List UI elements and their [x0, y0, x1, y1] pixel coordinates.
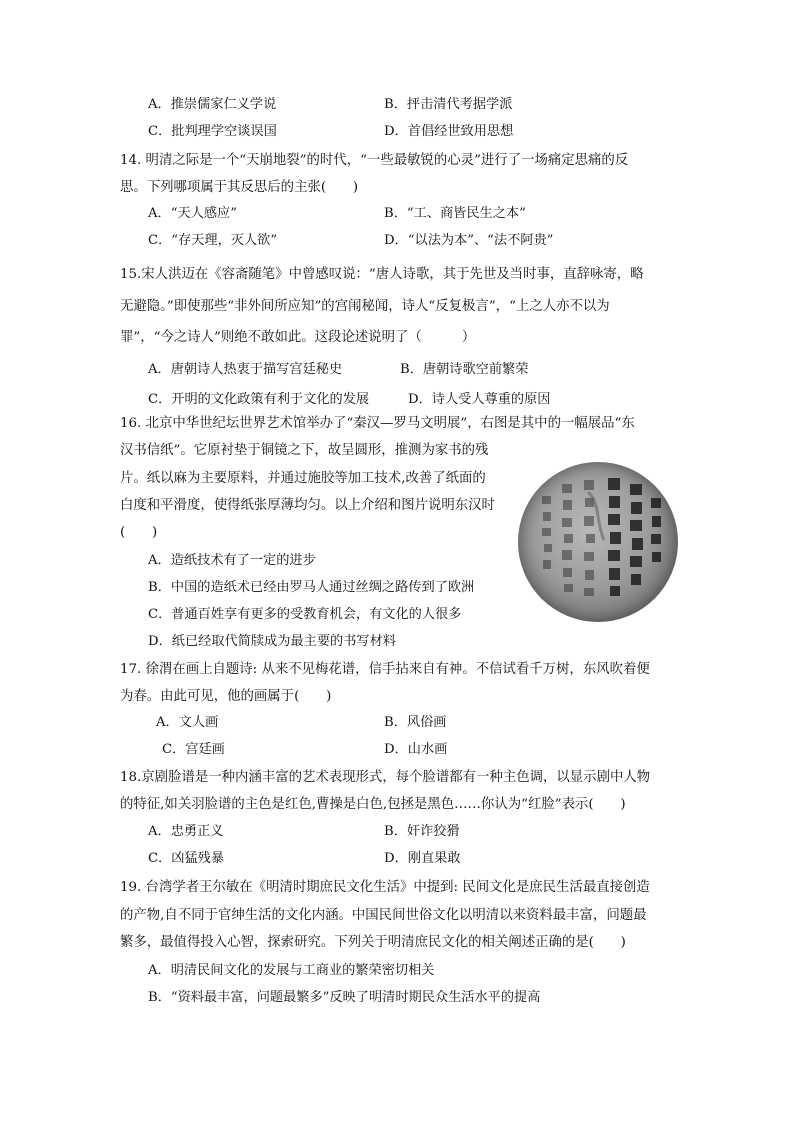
q17-option-c[interactable]: C．宫廷画: [162, 742, 225, 757]
q15-stem-line2: 无避隐。”即使那些“非外间所应知”的宫闱秘闻，诗人“反复极言”，“上之人亦不以为: [120, 299, 610, 314]
q18-option-d[interactable]: D．刚直果敢: [384, 851, 461, 866]
han-letter-paper-texture: [518, 462, 678, 622]
q19-stem-line1: 19. 台湾学者王尔敏在《明清时期庶民文化生活》中提到: 民间文化是庶民生活最直接创造: [120, 880, 650, 895]
q16-stem-line1: 16. 北京中华世纪坛世界艺术馆举办了“秦汉—罗马文明展”，右图是其中的一幅展品“东: [120, 416, 635, 431]
q18-stem-line2: 的特征,如关羽脸谱的主色是红色,曹操是白色,包拯是黑色……你认为“红脸”表示( ): [120, 797, 626, 812]
q14-option-a[interactable]: A．“天人感应”: [148, 206, 237, 221]
q14-option-d[interactable]: D．“以法为本”、“法不阿贵”: [384, 233, 554, 248]
q17-option-a[interactable]: A．文人画: [156, 715, 219, 730]
q16-stem-line3: 片。纸以麻为主要原料，并通过施胶等加工技术,改善了纸面的: [120, 471, 486, 486]
q13-option-a[interactable]: A．推崇儒家仁义学说: [148, 97, 277, 112]
q17-option-d[interactable]: D．山水画: [384, 742, 448, 757]
q18-option-b[interactable]: B．奸诈狡猾: [384, 824, 460, 839]
q17-stem-line1: 17. 徐渭在画上自题诗: 从来不见梅花谱，信手拈来自有神。不信试看千万树，东风吹着便: [120, 662, 650, 677]
q15-option-b[interactable]: B．唐朝诗歌空前繁荣: [400, 362, 529, 377]
q16-option-d[interactable]: D．纸已经取代简牍成为最主要的书写材料: [148, 634, 396, 649]
q14-stem-line2: 思。下列哪项属于其反思后的主张( ): [120, 180, 359, 195]
q15-option-a[interactable]: A．唐朝诗人热衷于描写宫廷秘史: [148, 362, 343, 377]
q19-option-b[interactable]: B．“资料最丰富，问题最繁多”反映了明清时期民众生活水平的提高: [148, 990, 541, 1005]
q16-stem-line4: 白度和平滑度，使得纸张厚薄均匀。以上介绍和图片说明东汉时: [120, 498, 495, 513]
q19-stem-line2: 的产物,自不同于官绅生活的文化内涵。中国民间世俗文化以明清以来资料最丰富，问题最: [120, 908, 647, 923]
q19-stem-line3: 繁多，最值得投入心智，探索研究。下列关于明清庶民文化的相关阐述正确的是( ): [120, 935, 626, 950]
q18-option-a[interactable]: A．忠勇正义: [148, 824, 224, 839]
q17-stem-line2: 为春。由此可见，他的画属于( ): [120, 689, 332, 704]
q16-option-c[interactable]: C．普通百姓享有更多的受教育机会，有文化的人很多: [148, 607, 462, 622]
q15-option-d[interactable]: D．诗人受人尊重的原因: [408, 392, 551, 407]
q16-stem-line5: ( ): [120, 525, 158, 540]
han-letter-paper-image: [518, 462, 678, 622]
q18-stem-line1: 18.京剧脸谱是一种内涵丰富的艺术表现形式，每个脸谱都有一种主色调，以显示剧中人物: [120, 770, 651, 785]
q15-stem-line1: 15.宋人洪迈在《容斋随笔》中曾感叹说：“唐人诗歌，其于先世及当时事，直辞咏寄，略: [120, 267, 644, 282]
q16-option-a[interactable]: A．造纸技术有了一定的进步: [148, 553, 316, 568]
q18-option-c[interactable]: C．凶猛残暴: [148, 851, 225, 866]
q19-option-a[interactable]: A．明清民间文化的发展与工商业的繁荣密切相关: [148, 963, 435, 978]
q16-stem-line2: 汉书信纸”。它原衬垫于铜镜之下，故呈圆形，推测为家书的残: [120, 443, 489, 458]
q15-stem-line3: 罪”，“今之诗人”则绝不敢如此。这段论述说明了（ ）: [120, 330, 476, 345]
q13-option-c[interactable]: C．批判理学空谈误国: [148, 124, 277, 139]
q16-option-b[interactable]: B．中国的造纸术已经由罗马人通过丝绸之路传到了欧洲: [148, 580, 475, 595]
q15-option-c[interactable]: C．开明的文化政策有利于文化的发展: [148, 392, 370, 407]
q17-option-b[interactable]: B．风俗画: [384, 715, 447, 730]
q13-option-b[interactable]: B．抨击清代考据学派: [384, 97, 513, 112]
q14-stem-line1: 14. 明清之际是一个“天崩地裂”的时代，“一些最敏锐的心灵”进行了一场痛定思痛的反: [120, 153, 629, 168]
q14-option-b[interactable]: B．“工、商皆民生之本”: [384, 206, 526, 221]
q14-option-c[interactable]: C．“存天理，灭人欲”: [148, 233, 278, 248]
q13-option-d[interactable]: D．首倡经世致用思想: [384, 124, 514, 139]
